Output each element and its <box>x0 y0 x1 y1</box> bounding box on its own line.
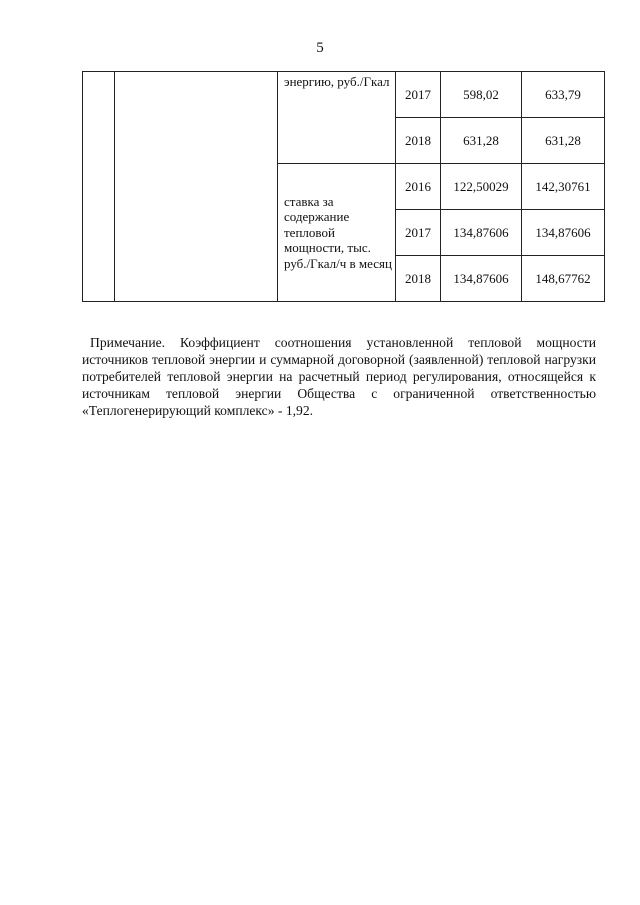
table-cell-blank <box>115 72 278 302</box>
value-cell: 598,02 <box>441 72 522 118</box>
indicator-cell: энергию, руб./Гкал <box>278 72 396 164</box>
page-number: 5 <box>316 40 324 56</box>
value-cell: 134,87606 <box>522 210 605 256</box>
value-cell: 134,87606 <box>441 256 522 302</box>
value-cell: 148,67762 <box>522 256 605 302</box>
year-cell: 2018 <box>396 256 441 302</box>
tariff-table <box>82 71 605 302</box>
value-cell: 122,50029 <box>441 164 522 210</box>
year-cell: 2016 <box>396 164 441 210</box>
value-cell: 631,28 <box>522 118 605 164</box>
value-cell: 134,87606 <box>441 210 522 256</box>
value-cell: 631,28 <box>441 118 522 164</box>
year-cell: 2017 <box>396 210 441 256</box>
year-cell: 2017 <box>396 72 441 118</box>
table-cell-blank <box>83 72 115 302</box>
year-cell: 2018 <box>396 118 441 164</box>
indicator-cell: ставка за содержание тепловой мощности, тыс. руб./Гкал/ч в месяц <box>278 164 396 302</box>
table-row <box>83 72 605 118</box>
value-cell: 633,79 <box>522 72 605 118</box>
value-cell: 142,30761 <box>522 164 605 210</box>
note-paragraph: Примечание. Коэффициент соотношения установленной тепловой мощности источников тепловой энергии и суммарной договорной (заявленной) тепловой нагрузки потребителей тепловой энергии на расчетный период регулирования, относящейся к источникам тепловой энергии Общества с ограниченной ответственностью «Теплогенерирующий комплекс» - 1,92. <box>82 334 596 418</box>
